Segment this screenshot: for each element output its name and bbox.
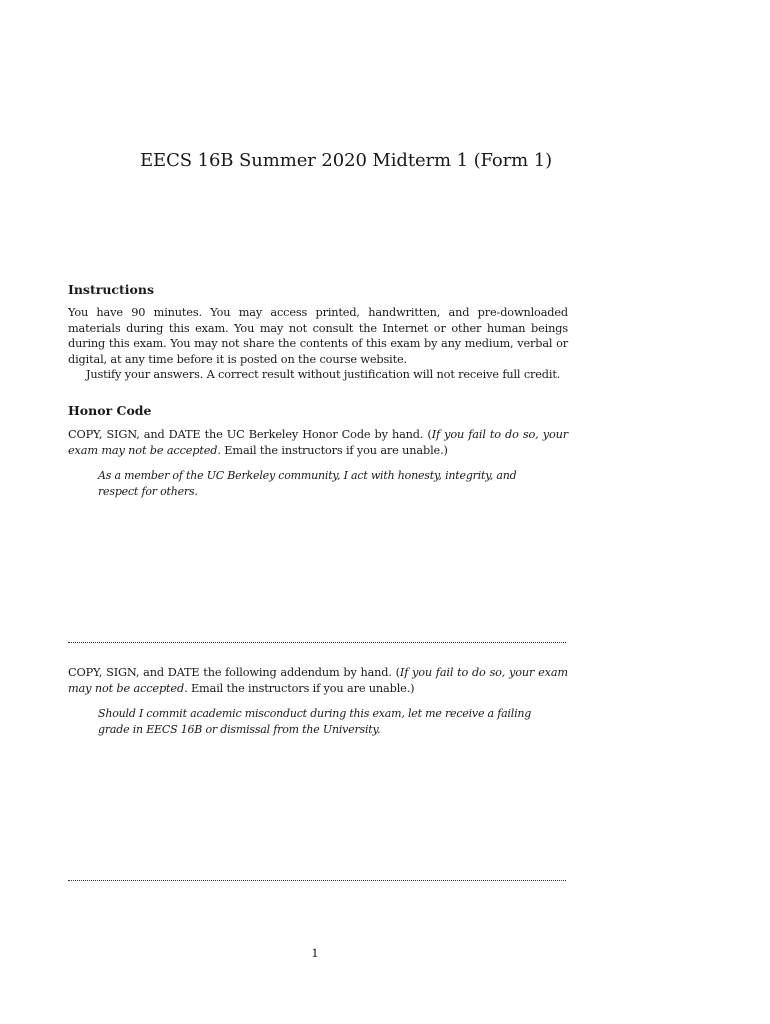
honor-code-prompt-tail: . Email the instructors if you are unable.) [217,443,448,457]
justify-note: Justify your answers. A correct result without justification will not receive full credit. [86,368,561,382]
page-number: 1 [311,946,319,960]
honor-code-quote: As a member of the UC Berkeley community, I act with honesty, integrity, and respect for others. [98,469,517,498]
addendum-prompt-lead: COPY, SIGN, and DATE the following addendum by hand. ( [68,666,400,679]
addendum-prompt [68,665,568,696]
honor-code-prompt [68,427,568,458]
addendum-quote: Should I commit academic misconduct during this exam, let me receive a failing grade in EECS 16B or dismissal from the University. [98,707,532,736]
honor-code-prompt-lead: COPY, SIGN, and DATE the UC Berkeley Honor Code by hand. ( [68,428,432,441]
honor-code-heading: Honor Code [68,403,152,418]
page-title: EECS 16B Summer 2020 Midterm 1 (Form 1) [140,150,553,171]
honor-code-signature-line [68,642,566,643]
instructions-text: You have 90 minutes. You may access printed, handwritten, and pre-downloaded materials during this exam. You may not consult the Internet or other human beings during this exam. You may not share the contents of this exam by any medium, verbal or digital, at any time before it is posted on the course website. [68,306,568,366]
addendum-prompt-tail: . Email the instructors if you are unable.) [184,681,415,695]
instructions-heading: Instructions [68,282,155,297]
addendum-prompt-warning: If you fail to do so, your exam may not be accepted [68,666,568,695]
addendum-signature-line [68,880,566,881]
honor-code-prompt-warning: If you fail to do so, your exam may not be accepted [68,428,568,457]
instructions-paragraph [68,305,568,383]
